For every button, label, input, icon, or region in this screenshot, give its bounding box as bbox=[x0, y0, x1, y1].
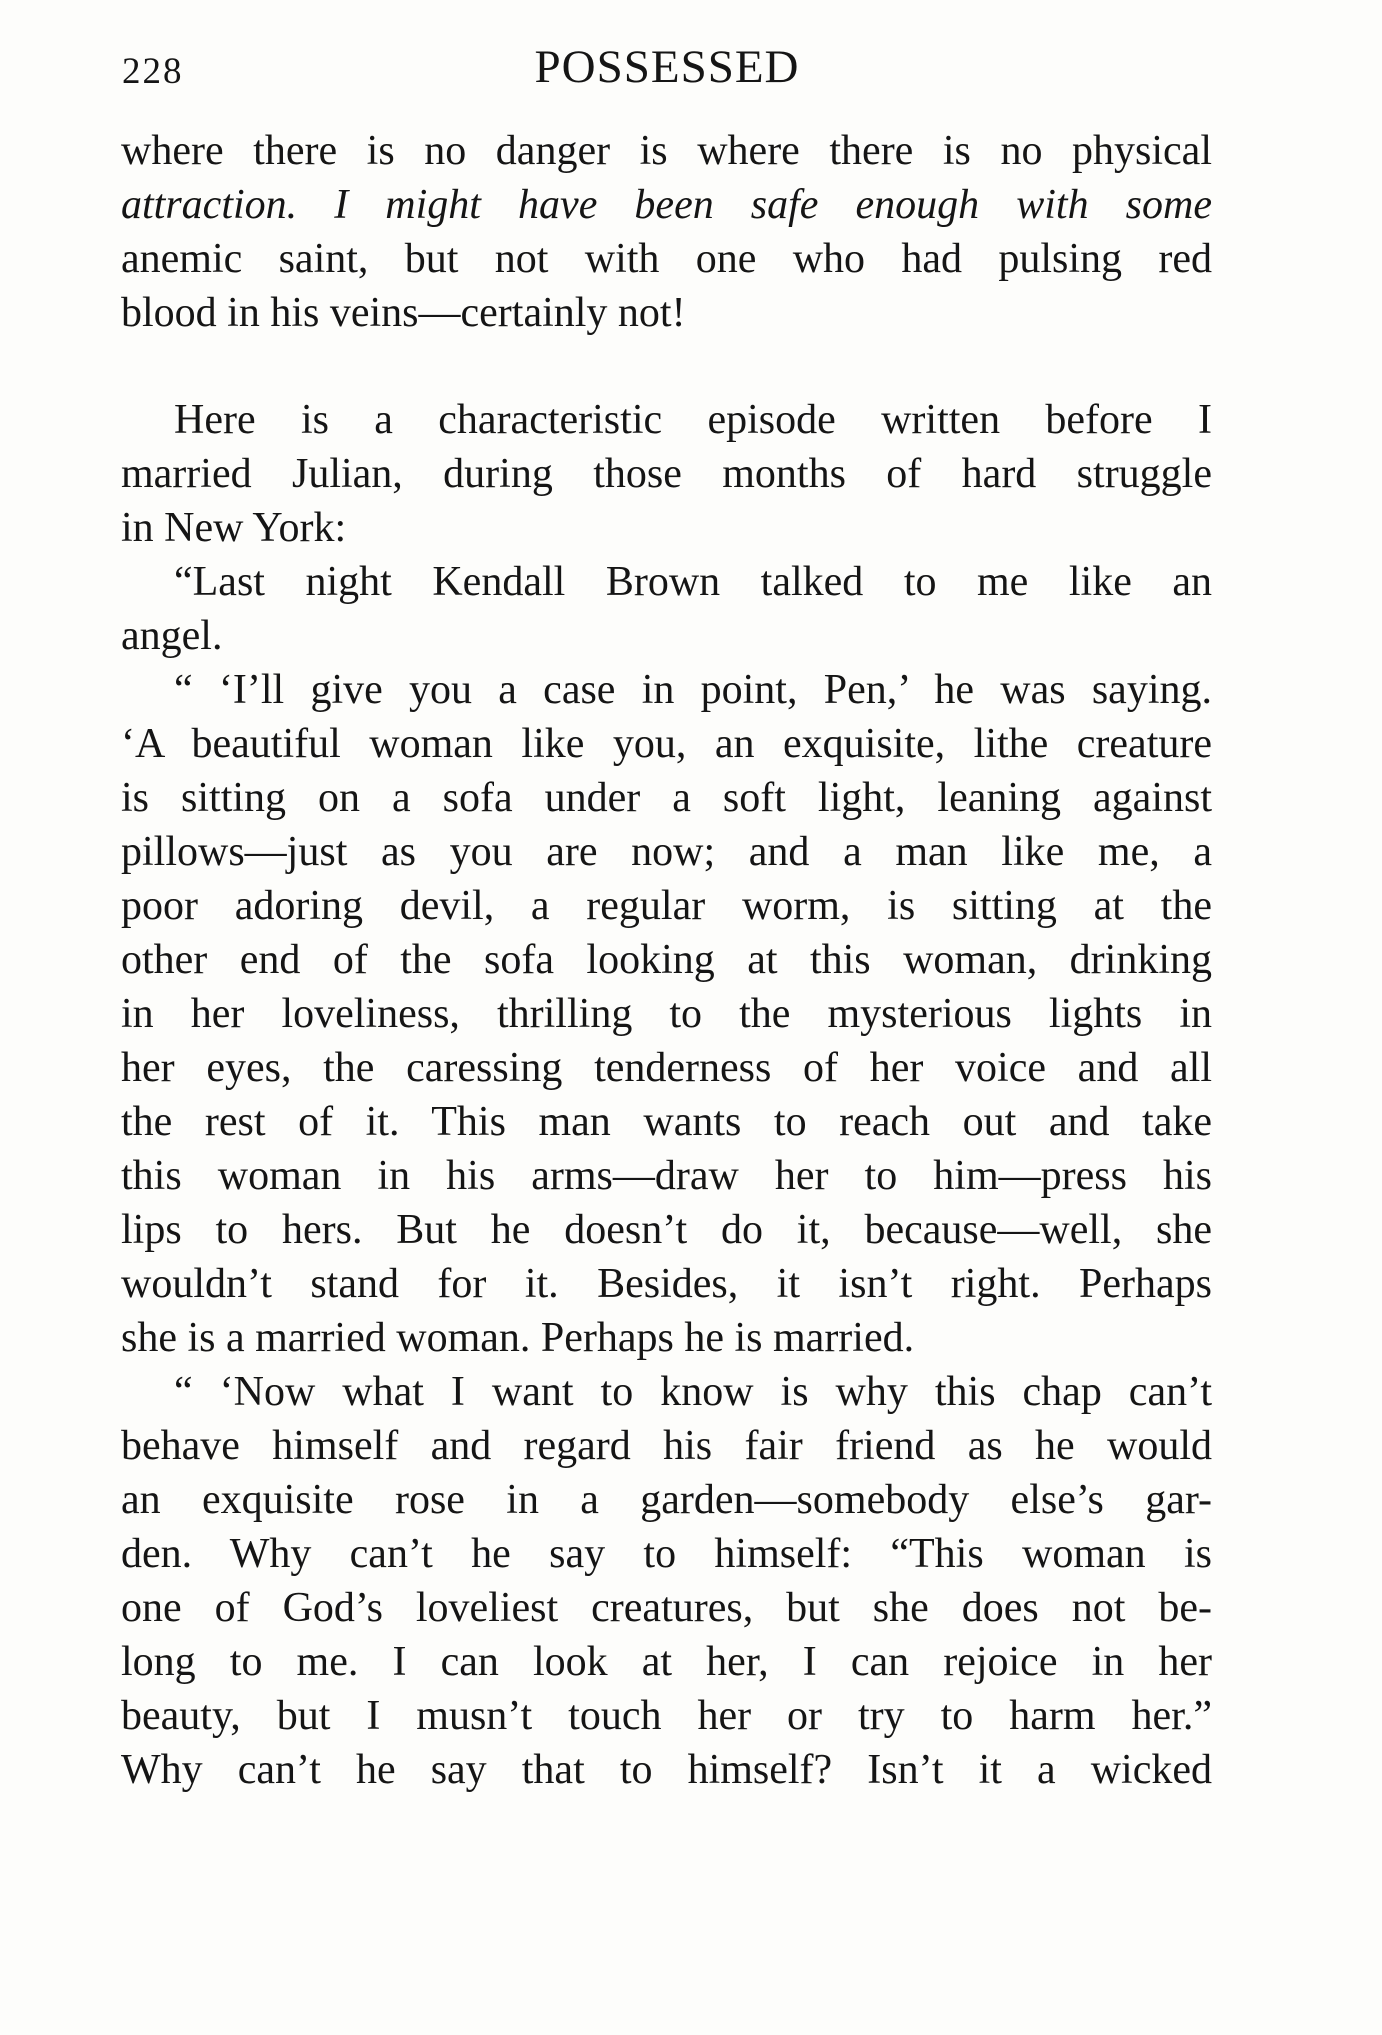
text-line: “ ‘Now what I want to know is why this chap can’t bbox=[174, 1369, 1212, 1415]
text-line: “ ‘I’ll give you a case in point, Pen,’ he was saying. bbox=[174, 667, 1212, 713]
text-line: she is a married woman. Perhaps he is married. bbox=[121, 1315, 915, 1361]
text-line: poor adoring devil, a regular worm, is sitting at the bbox=[121, 883, 1212, 929]
running-head bbox=[122, 40, 1212, 110]
text-line: ‘A beautiful woman like you, an exquisite, lithe creature bbox=[121, 721, 1212, 767]
text-line: her eyes, the caressing tenderness of her voice and all bbox=[121, 1045, 1212, 1091]
running-title: POSSESSED bbox=[534, 41, 800, 93]
text-line: where there is no danger is where there is no physical bbox=[121, 128, 1212, 174]
text-line: in New York: bbox=[121, 505, 347, 551]
text-line: anemic saint, but not with one who had pulsing red bbox=[121, 236, 1212, 282]
text-line: “Last night Kendall Brown talked to me like an bbox=[174, 559, 1212, 605]
text-line: Why can’t he say that to himself? Isn’t it a wicked bbox=[121, 1747, 1212, 1793]
text-line: married Julian, during those months of hard struggle bbox=[121, 451, 1212, 497]
section-break bbox=[121, 340, 1212, 393]
italic-phrase: attraction. I might have been safe enough with some bbox=[121, 182, 1212, 228]
text-line: this woman in his arms—draw her to him—press his bbox=[121, 1153, 1212, 1199]
body-text bbox=[121, 124, 1212, 1797]
text-line: one of God’s loveliest creatures, but she does not be- bbox=[121, 1585, 1212, 1631]
text-line: den. Why can’t he say to himself: “This woman is bbox=[121, 1531, 1212, 1577]
text-line: angel. bbox=[121, 613, 223, 659]
text-line: long to me. I can look at her, I can rejoice in her bbox=[121, 1639, 1212, 1685]
text-line: the rest of it. This man wants to reach out and take bbox=[121, 1099, 1212, 1145]
text-line: wouldn’t stand for it. Besides, it isn’t right. Perhaps bbox=[121, 1261, 1212, 1307]
text-line: other end of the sofa looking at this woman, drinking bbox=[121, 937, 1212, 983]
text-line: blood in his veins—certainly not! bbox=[121, 290, 686, 336]
text-line: in her loveliness, thrilling to the mysterious lights in bbox=[121, 991, 1212, 1037]
text-line: Here is a characteristic episode written before I bbox=[174, 397, 1212, 443]
text-line: pillows—just as you are now; and a man like me, a bbox=[121, 829, 1212, 875]
text-line bbox=[121, 178, 1212, 232]
page-number: 228 bbox=[122, 51, 184, 92]
text-line: is sitting on a sofa under a soft light, leaning against bbox=[121, 775, 1212, 821]
text-line: beauty, but I musn’t touch her or try to harm her.” bbox=[121, 1693, 1212, 1739]
text-line: lips to hers. But he doesn’t do it, because—well, she bbox=[121, 1207, 1212, 1253]
text-line: an exquisite rose in a garden—somebody else’s gar- bbox=[121, 1477, 1212, 1523]
text-line: behave himself and regard his fair friend as he would bbox=[121, 1423, 1212, 1469]
